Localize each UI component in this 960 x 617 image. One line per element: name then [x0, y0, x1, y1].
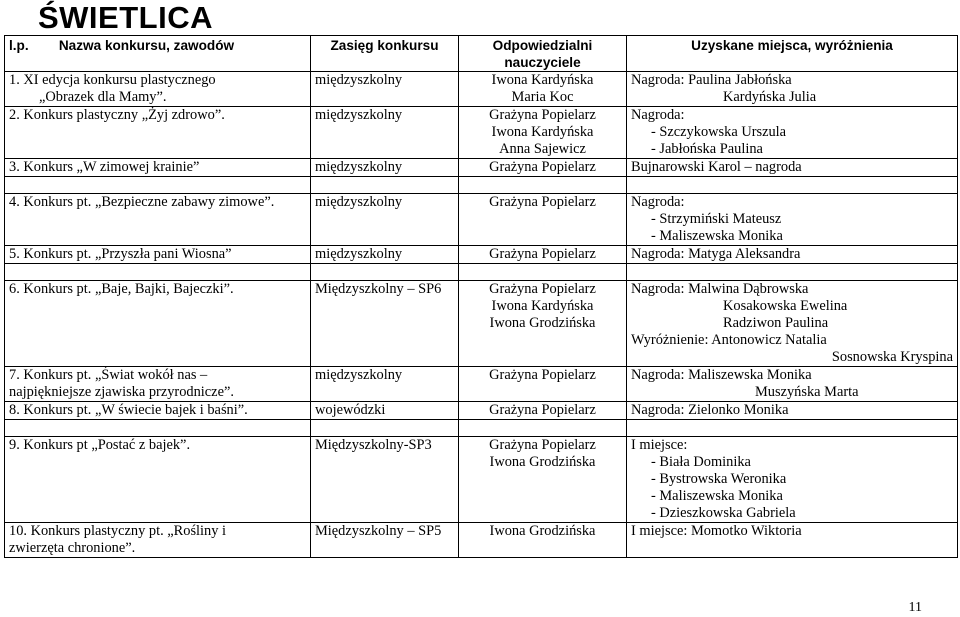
contest-teachers: Grażyna Popielarz	[459, 246, 627, 264]
contest-scope: międzyszkolny	[311, 194, 459, 246]
header-teachers: Odpowiedzialni nauczyciele	[459, 36, 627, 72]
table-row	[5, 72, 958, 107]
table-row	[5, 367, 958, 402]
contest-teachers: Grażyna Popielarz	[459, 159, 627, 177]
contest-scope: Międzyszkolny – SP5	[311, 523, 459, 558]
contest-scope: międzyszkolny	[311, 72, 459, 107]
contest-name: 1. XI edycja konkursu plastycznego „Obrazek dla Mamy”.	[5, 72, 311, 107]
contests-table	[4, 35, 958, 558]
contest-teachers: Grażyna Popielarz Iwona Kardyńska Anna Sajewicz	[459, 107, 627, 159]
spacer-row	[5, 420, 958, 437]
contest-scope: Międzyszkolny-SP3	[311, 437, 459, 523]
contest-results: Nagroda: Malwina Dąbrowska Kosakowska Ewelina Radziwon Paulina Wyróżnienie: Antonowicz Natalia Sosnowska Kryspina	[627, 281, 958, 367]
table-row	[5, 281, 958, 367]
contest-results: Bujnarowski Karol – nagroda	[627, 159, 958, 177]
contest-name: 5. Konkurs pt. „Przyszła pani Wiosna”	[5, 246, 311, 264]
contest-name: 7. Konkurs pt. „Świat wokół nas – najpiękniejsze zjawiska przyrodnicze”.	[5, 367, 311, 402]
contest-name: 6. Konkurs pt. „Baje, Bajki, Bajeczki”.	[5, 281, 311, 367]
contest-scope: międzyszkolny	[311, 159, 459, 177]
contest-teachers: Iwona Grodzińska	[459, 523, 627, 558]
contest-teachers: Grażyna Popielarz Iwona Kardyńska Iwona Grodzińska	[459, 281, 627, 367]
contest-name: 2. Konkurs plastyczny „Żyj zdrowo”.	[5, 107, 311, 159]
contest-teachers: Grażyna Popielarz	[459, 194, 627, 246]
contest-scope: międzyszkolny	[311, 107, 459, 159]
contest-name: 4. Konkurs pt. „Bezpieczne zabawy zimowe”.	[5, 194, 311, 246]
contest-results: Nagroda: - Strzymiński Mateusz - Maliszewska Monika	[627, 194, 958, 246]
contest-results: Nagroda: - Szczykowska Urszula - Jabłońska Paulina	[627, 107, 958, 159]
contest-scope: międzyszkolny	[311, 246, 459, 264]
contest-scope: Międzyszkolny – SP6	[311, 281, 459, 367]
contest-results: I miejsce: - Biała Dominika - Bystrowska Weronika - Maliszewska Monika - Dzieszkowska Gabriela	[627, 437, 958, 523]
contest-results: Nagroda: Paulina Jabłońska Kardyńska Julia	[627, 72, 958, 107]
page-title: ŚWIETLICA	[38, 0, 213, 35]
contest-name: 9. Konkurs pt „Postać z bajek”.	[5, 437, 311, 523]
contest-name: 10. Konkurs plastyczny pt. „Rośliny i zwierzęta chronione”.	[5, 523, 311, 558]
page-number: 11	[908, 600, 922, 615]
contest-results: Nagroda: Maliszewska Monika Muszyńska Marta	[627, 367, 958, 402]
contest-scope: międzyszkolny	[311, 367, 459, 402]
table-row	[5, 523, 958, 558]
contest-scope: wojewódzki	[311, 402, 459, 420]
spacer-row	[5, 177, 958, 194]
contest-teachers: Iwona Kardyńska Maria Koc	[459, 72, 627, 107]
contest-teachers: Grażyna Popielarz	[459, 367, 627, 402]
header-name: l.p. Nazwa konkursu, zawodów	[5, 36, 311, 72]
spacer-row	[5, 264, 958, 281]
contest-teachers: Grażyna Popielarz Iwona Grodzińska	[459, 437, 627, 523]
contest-results: I miejsce: Momotko Wiktoria	[627, 523, 958, 558]
contest-results: Nagroda: Zielonko Monika	[627, 402, 958, 420]
table-row	[5, 194, 958, 246]
table-row	[5, 437, 958, 523]
header-lp: l.p.	[9, 38, 29, 53]
header-scope: Zasięg konkursu	[311, 36, 459, 72]
table-row	[5, 402, 958, 420]
contest-name: 8. Konkurs pt. „W świecie bajek i baśni”.	[5, 402, 311, 420]
header-results: Uzyskane miejsca, wyróżnienia	[627, 36, 958, 72]
header-row	[5, 36, 958, 72]
contest-results: Nagroda: Matyga Aleksandra	[627, 246, 958, 264]
table-row	[5, 246, 958, 264]
table-row	[5, 159, 958, 177]
contest-teachers: Grażyna Popielarz	[459, 402, 627, 420]
table-row	[5, 107, 958, 159]
contest-name: 3. Konkurs „W zimowej krainie”	[5, 159, 311, 177]
